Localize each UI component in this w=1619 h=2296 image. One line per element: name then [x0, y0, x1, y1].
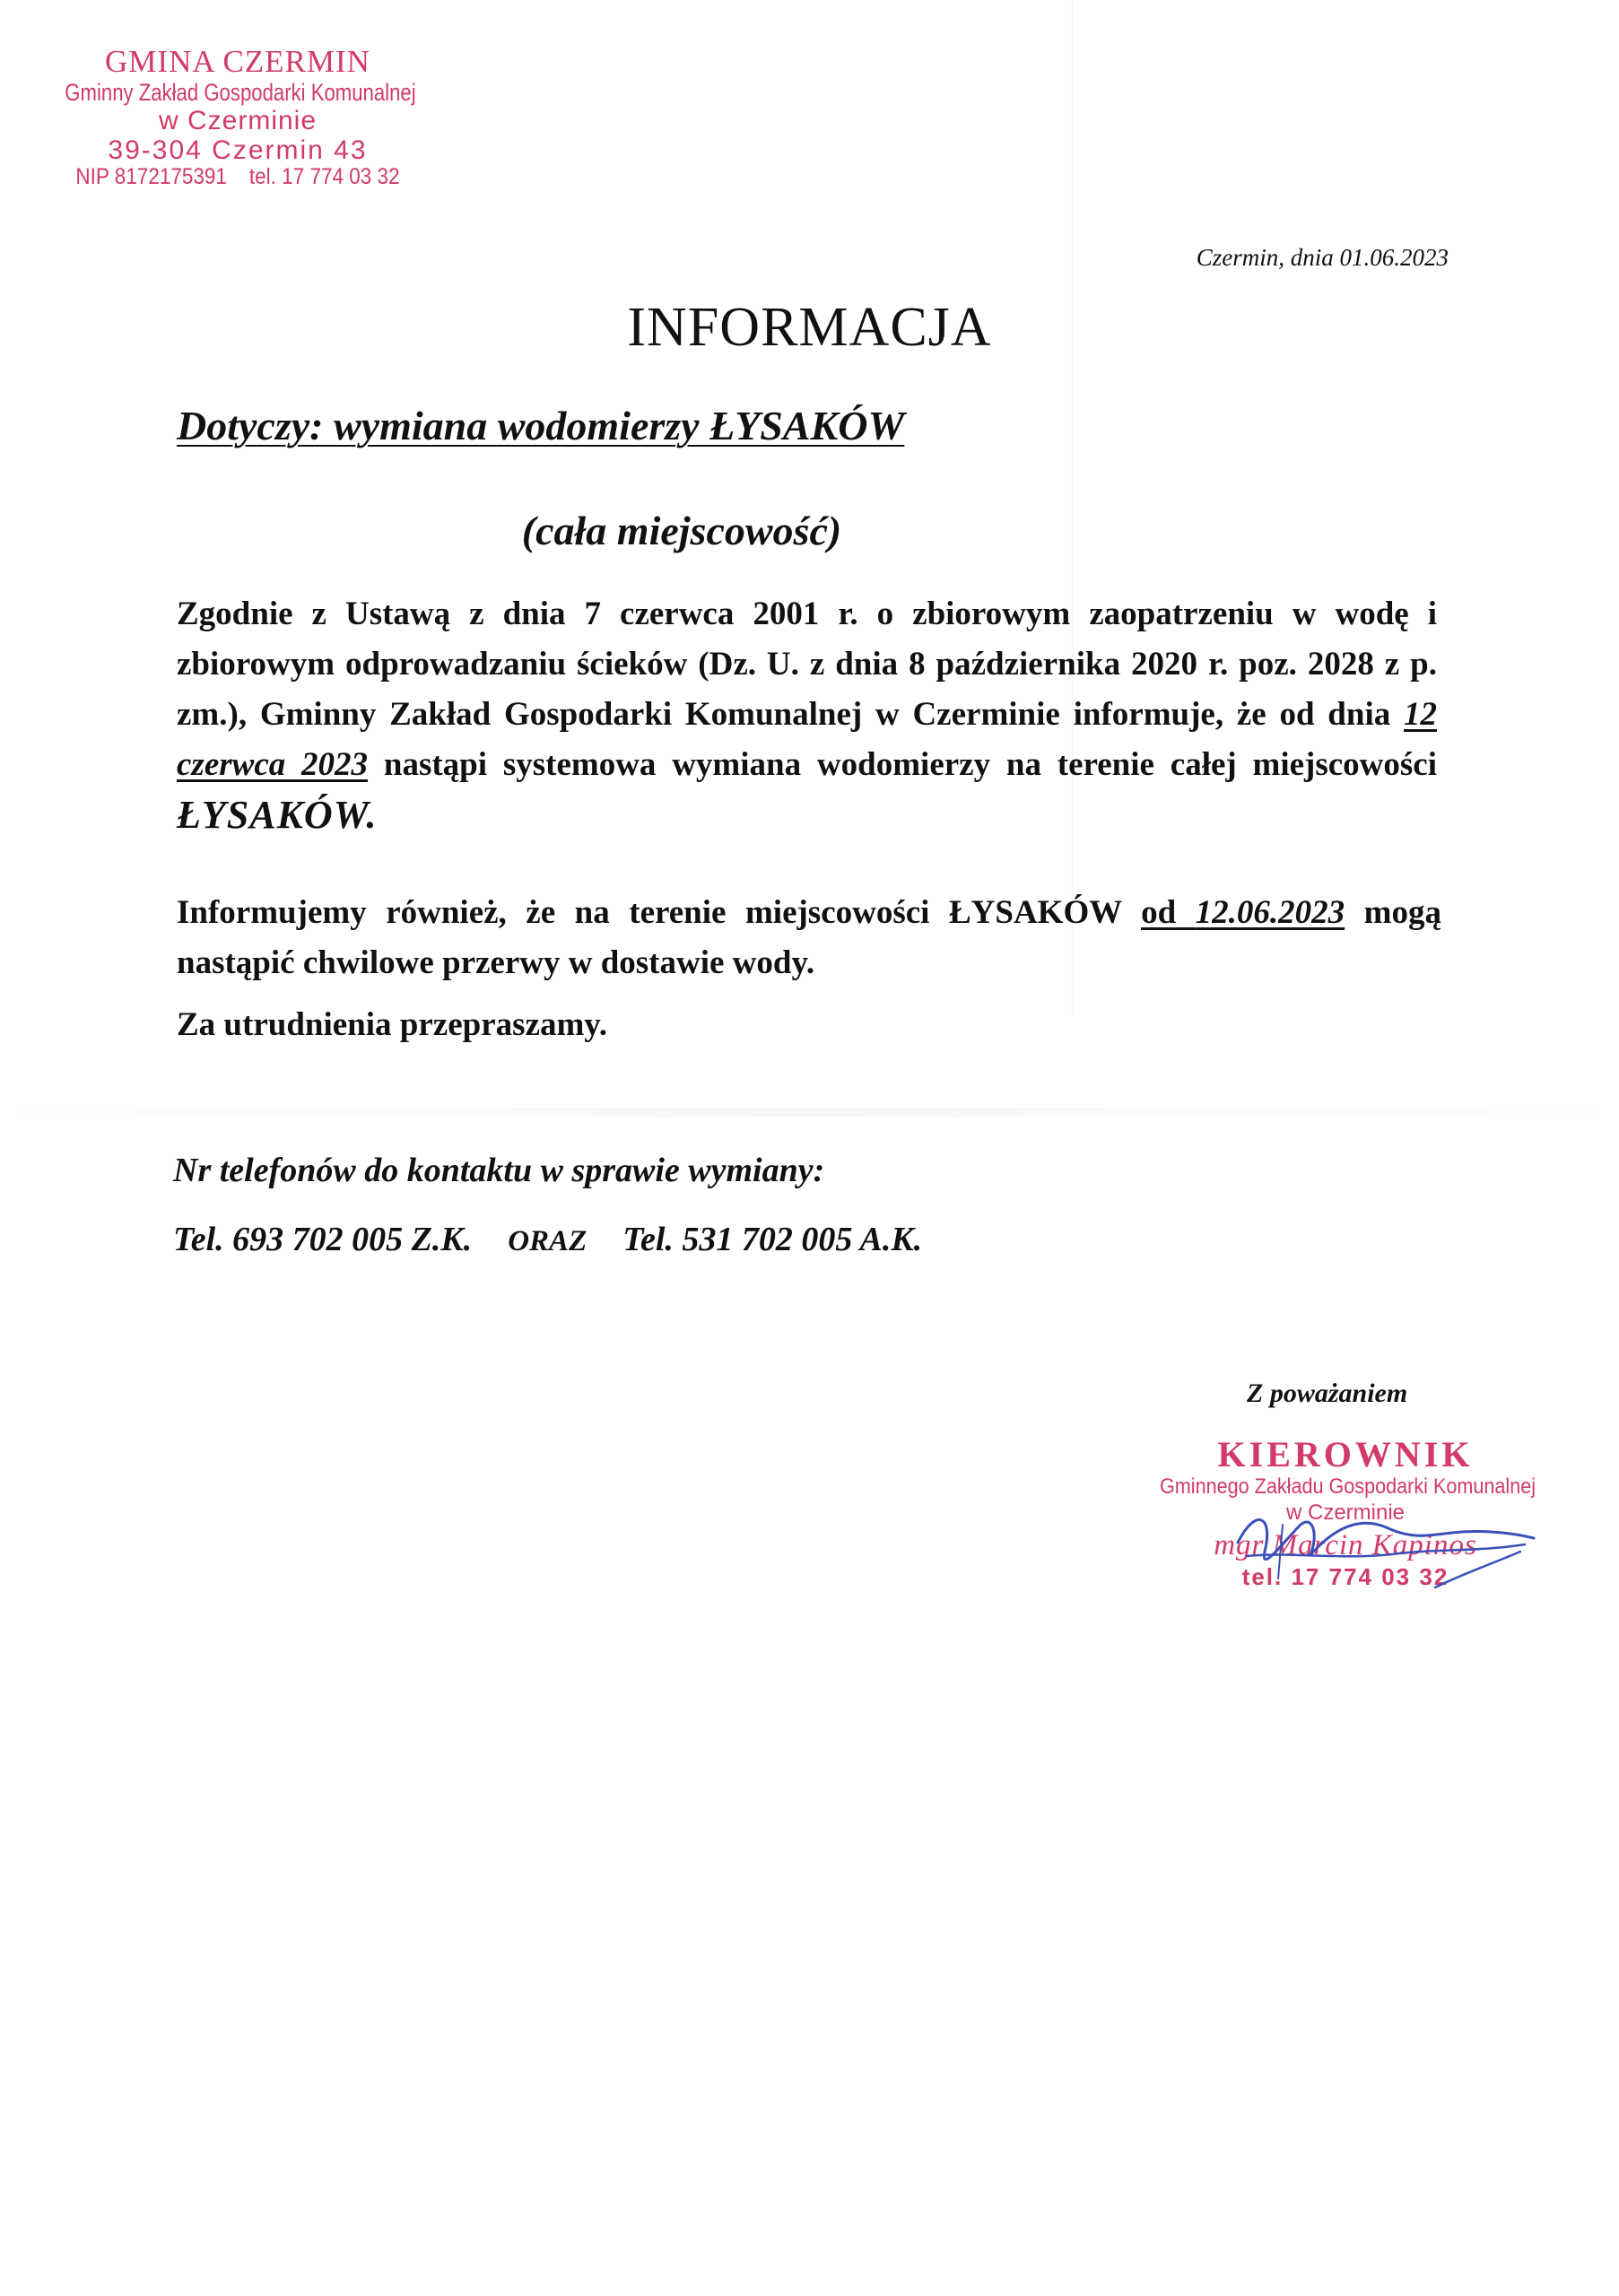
stamp-nip-tel: NIP 8172175391 tel. 17 774 03 32	[75, 164, 400, 190]
stamp-place: w Czerminie	[158, 106, 318, 136]
replacement-start-date: 12 czerwca 2023	[177, 696, 1437, 783]
contact-heading: Nr telefonów do kontaktu w sprawie wymiany:	[173, 1152, 825, 1189]
stamp-subtitle: Gminny Zakład Gospodarki Komunalnej	[65, 78, 416, 106]
paragraph-interruptions-text-b: mogą nastąpić chwilowe przerwy w dostawie wody.	[177, 894, 1441, 981]
contact-phone-1: Tel. 693 702 005 Z.K.	[173, 1221, 473, 1258]
stamp-address: 39-304 Czermin 43	[108, 135, 368, 166]
handwritten-signature	[1166, 1489, 1543, 1623]
subject-line: Dotyczy: wymiana wodomierzy ŁYSAKÓW	[177, 403, 905, 448]
contact-numbers	[173, 1220, 922, 1259]
signature-stamp-subtitle: Gminnego Zakładu Gospodarki Komunalnej	[1160, 1474, 1536, 1499]
signature-stamp-tel: tel. 17 774 03 32	[1241, 1563, 1449, 1591]
stamp-title: GMINA CZERMIN	[105, 44, 370, 79]
paragraph-main-text-a: Zgodnie z Ustawą z dnia 7 czerwca 2001 r. o zbiorowym zaopatrzeniu w wodę i zbiorowym odprowadzaniu ścieków (Dz. U. z dnia 8 października 2020 r. poz. 2028 z p. zm.), Gminny Zakład Gospodarki Komunalnej w Czerminie informuje, że od dnia	[177, 596, 1437, 733]
interruption-date-prefix: od	[1141, 894, 1196, 931]
paragraph-apology: Za utrudnienia przepraszamy.	[177, 1006, 607, 1043]
document-date: Czermin, dnia 01.06.2023	[1196, 244, 1449, 271]
paragraph-main	[177, 589, 1437, 843]
signature-stamp-place: w Czerminie	[1285, 1500, 1406, 1525]
signature-stamp-title: KIEROWNIK	[1217, 1434, 1474, 1474]
header-stamp	[27, 45, 448, 190]
paragraph-interruptions	[177, 888, 1441, 988]
contact-phone-2: Tel. 531 702 005 A.K.	[622, 1221, 923, 1258]
document-title: INFORMACJA	[627, 297, 992, 358]
signature-stamp-name: mgr Marcin Kapinos	[1214, 1528, 1477, 1561]
closing-salutation: Z poważaniem	[1247, 1378, 1408, 1408]
contact-joiner: ORAZ	[508, 1225, 588, 1257]
interruption-date: 12.06.2023	[1195, 894, 1345, 931]
scan-smudge	[0, 1108, 1619, 1117]
paragraph-interruptions-text-a: Informujemy również, że na terenie miejscowości ŁYSAKÓW	[177, 894, 1142, 931]
village-name: ŁYSAKÓW.	[177, 793, 378, 837]
paragraph-main-text-b: nastąpi systemowa wymiana wodomierzy na terenie całej miejscowości	[368, 746, 1438, 783]
subject-subtitle: (cała miejscowość)	[521, 508, 842, 553]
